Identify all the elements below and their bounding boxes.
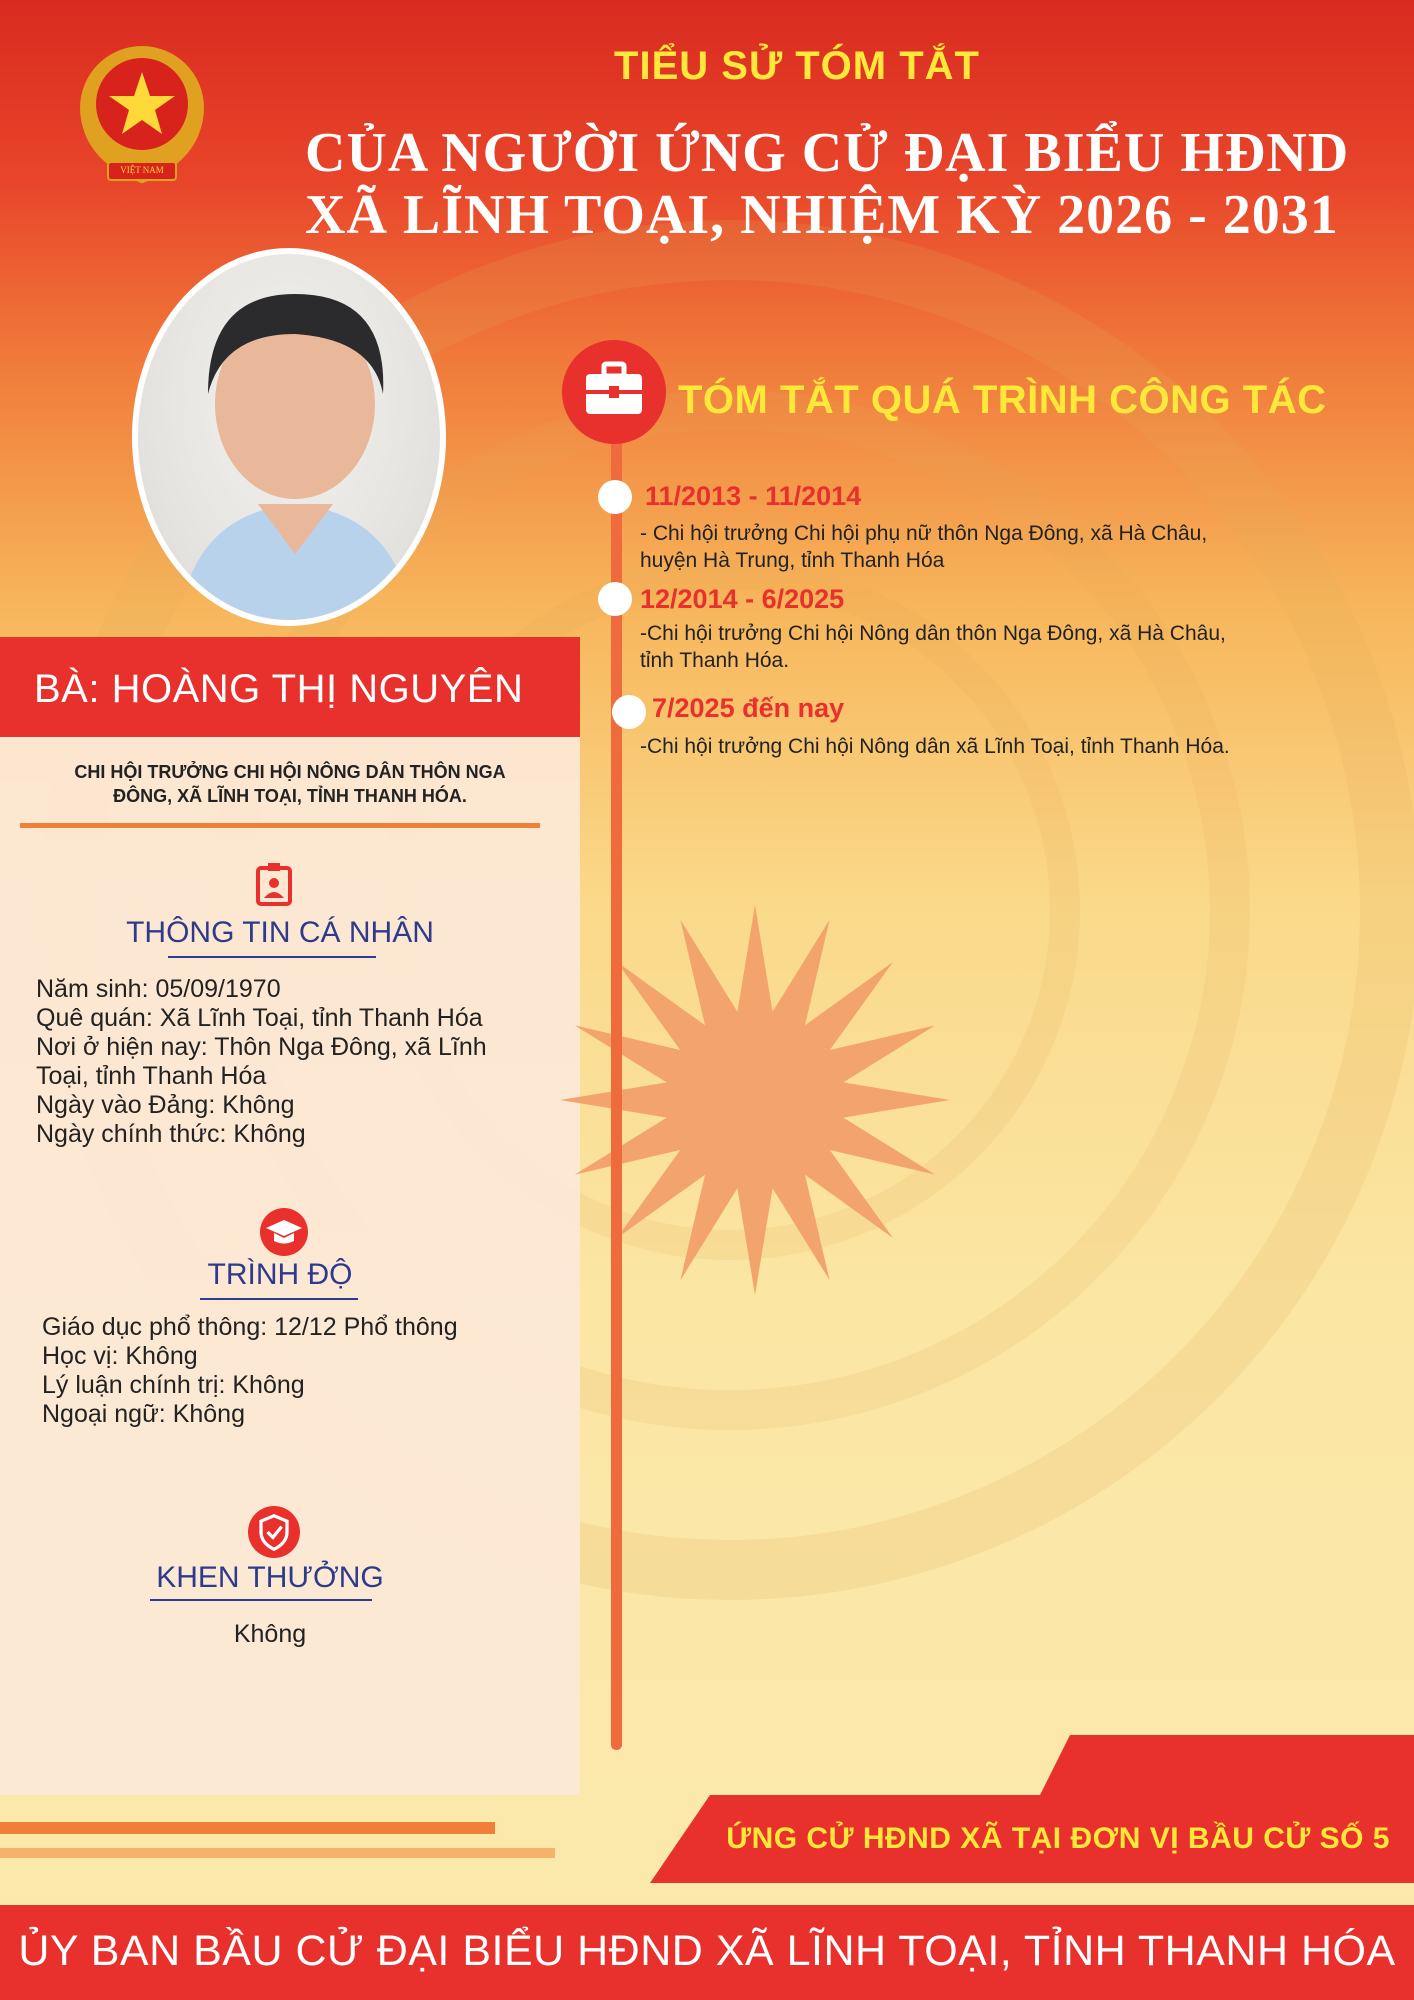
footer-stripe-light: [0, 1848, 555, 1858]
awards-value: Không: [233, 1620, 307, 1648]
personal-info-underline: [168, 956, 376, 958]
graduation-cap-icon: [260, 1208, 308, 1256]
emblem-banner-text: VIỆT NAM: [120, 165, 164, 175]
timeline-dot: [612, 695, 646, 729]
timeline-description-line: huyện Hà Trung, tỉnh Thanh Hóa: [640, 549, 945, 572]
shield-check-icon: [248, 1506, 300, 1558]
awards-underline: [150, 1599, 372, 1601]
candidate-name-bar: [0, 637, 580, 737]
electoral-unit-label: ỨNG CỬ HĐND XÃ TẠI ĐƠN VỊ BẦU CỬ SỐ 5: [726, 1822, 1390, 1855]
party-join-date: Ngày vào Đảng: Không: [36, 1091, 295, 1119]
career-title: TÓM TẮT QUÁ TRÌNH CÔNG TÁC: [678, 378, 1327, 422]
awards-title: KHEN THƯỞNG: [156, 1561, 384, 1594]
timeline-description-line: tỉnh Thanh Hóa.: [640, 649, 790, 672]
candidate-photo: [132, 248, 446, 626]
position-line-2: ĐÔNG, XÃ LĨNH TOẠI, TỈNH THANH HÓA.: [113, 786, 467, 806]
briefcase-icon: [562, 340, 666, 444]
birth-date: Năm sinh: 05/09/1970: [36, 975, 281, 1003]
residence-line-2: Toại, tỉnh Thanh Hóa: [36, 1062, 267, 1090]
title-line-1: CỦA NGƯỜI ỨNG CỬ ĐẠI BIỂU HĐND: [305, 122, 1350, 184]
page-subtitle: TIỂU SỬ TÓM TẮT: [614, 44, 980, 88]
personal-info-title: THÔNG TIN CÁ NHÂN: [126, 916, 434, 949]
banner-accent: [1040, 1735, 1414, 1795]
candidate-position: [20, 760, 560, 808]
timeline-description: [640, 620, 1226, 674]
political-theory: Lý luận chính trị: Không: [42, 1371, 305, 1399]
residence-line-1: Nơi ở hiện nay: Thôn Nga Đông, xã Lĩnh: [36, 1033, 487, 1061]
timeline-line: [611, 428, 622, 1750]
footer-stripe-orange: [0, 1822, 495, 1834]
timeline-date: 7/2025 đến nay: [652, 693, 845, 723]
committee-footer: [0, 1905, 1414, 2000]
timeline-date: 11/2013 - 11/2014: [645, 481, 862, 511]
position-line-1: CHI HỘI TRƯỞNG CHI HỘI NÔNG DÂN THÔN NGA: [74, 762, 506, 782]
party-official-date: Ngày chính thức: Không: [36, 1120, 306, 1148]
title-line-2: XÃ LĨNH TOẠI, NHIỆM KỲ 2026 - 2031: [305, 184, 1339, 246]
briefcase-badge: [562, 340, 666, 444]
candidate-name: BÀ: HOÀNG THỊ NGUYÊN: [34, 667, 524, 711]
timeline-dot: [598, 582, 632, 616]
section-divider: [20, 823, 540, 828]
timeline-description: [640, 520, 1207, 574]
education-underline: [200, 1298, 358, 1300]
timeline-description: [640, 733, 1230, 760]
timeline-description-line: -Chi hội trưởng Chi hội Nông dân xã Lĩnh Toại, tỉnh Thanh Hóa.: [640, 735, 1230, 758]
timeline-date: 12/2014 - 6/2025: [640, 584, 845, 614]
education-title: TRÌNH ĐỘ: [207, 1258, 353, 1291]
committee-name: ỦY BAN BẦU CỬ ĐẠI BIỂU HĐND XÃ LĨNH TOẠI, TỈNH THANH HÓA: [18, 1927, 1396, 1975]
general-education: Giáo dục phổ thông: 12/12 Phổ thông: [42, 1313, 458, 1341]
hometown: Quê quán: Xã Lĩnh Toại, tỉnh Thanh Hóa: [36, 1004, 483, 1032]
timeline-dot: [598, 480, 632, 514]
education-list: [42, 1313, 458, 1429]
timeline-description-line: - Chi hội trưởng Chi hội phụ nữ thôn Nga Đông, xã Hà Châu,: [640, 522, 1208, 545]
id-badge-icon: [250, 860, 298, 908]
portrait-image: [138, 254, 446, 626]
academic-degree: Học vị: Không: [42, 1342, 198, 1370]
page-title: [305, 122, 1349, 246]
timeline-description-line: -Chi hội trưởng Chi hội Nông dân thôn Nga Đông, xã Hà Châu,: [640, 622, 1226, 645]
personal-info-list: [36, 975, 487, 1149]
foreign-language: Ngoại ngữ: Không: [42, 1400, 245, 1428]
